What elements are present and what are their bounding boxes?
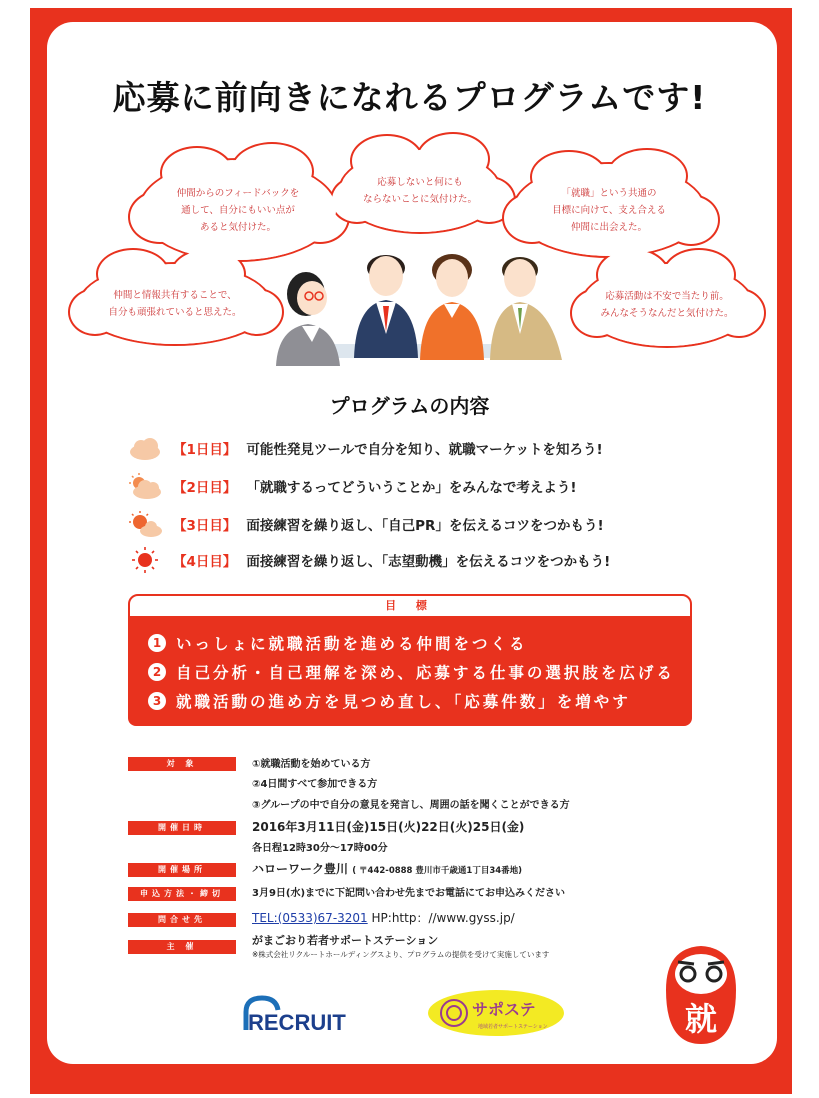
person-woman-glasses: [276, 272, 340, 366]
place-address: ( 〒442-0888 豊川市千歳通1丁目34番地): [352, 866, 523, 876]
sun-with-cloud-icon: [125, 510, 165, 538]
cloud-text-5: 応募活動は不安で当たり前。 みんなそうなんだと気付けた。: [600, 291, 734, 319]
person-man-beige: [490, 257, 562, 360]
cloud-text-2: 応募しないと何にも ならないことに気付けた。: [362, 177, 477, 205]
goal-number-badge: 3: [148, 692, 166, 710]
recruit-logo: [240, 990, 400, 1036]
day-3-label: 【3日目】: [173, 518, 237, 534]
sun-behind-cloud-icon: [125, 472, 165, 500]
day-4-label: 【4日目】: [173, 554, 237, 570]
cloud-icon: [125, 434, 165, 462]
group-illustration: [262, 238, 582, 366]
goals-box: [128, 618, 692, 726]
host-note: ※株式会社リクルートホールディングスより、プログラムの提供を受けて実施しています: [252, 950, 550, 959]
goal-text: 自己分析・自己理解を深め、応募する仕事の選択肢を広げる: [176, 663, 675, 682]
day-3-desc: 面接練習を繰り返し、「自己PR」を伝えるコツをつかもう!: [246, 518, 604, 534]
comment-cloud-5: [580, 262, 754, 348]
day-2-label: 【2日目】: [173, 480, 237, 496]
contact-line: [252, 909, 515, 926]
apply-text: 3月9日(水)までに下記問い合わせ先までお電話にてお申込みください: [252, 888, 566, 899]
date-tag: 開催日時: [128, 821, 236, 835]
recruit-logo-text: RECRUIT: [248, 1010, 346, 1035]
mascot-character: 就: [684, 1000, 718, 1038]
host-name: がまごおり若者サポートステーション: [252, 934, 439, 947]
day-1-label: 【1日目】: [173, 442, 237, 458]
goal-item: [148, 657, 692, 686]
place-tag: 開催場所: [128, 863, 236, 877]
tel-link[interactable]: TEL:(0533)67-3201: [252, 911, 368, 925]
goal-number-badge: 1: [148, 634, 166, 652]
goal-item: [148, 628, 692, 657]
goal-number-badge: 2: [148, 663, 166, 681]
program-day-3: [125, 510, 705, 538]
goal-text: いっしょに就職活動を進める仲間をつくる: [176, 634, 528, 653]
cloud-text-3: 「就職」という共通の 目標に向けて、支え合える 仲間に出会えた。: [552, 187, 666, 233]
goal-item: [148, 686, 692, 715]
target-line-2: ②4日間すべて参加できる方: [252, 779, 378, 790]
hp-url[interactable]: HP:http：//www.gyss.jp/: [371, 911, 515, 925]
daruma-mascot: [664, 944, 738, 1046]
person-man-suit: [354, 255, 418, 358]
target-line-3: ③グループの中で自分の意見を発言し、周囲の話を聞くことができる方: [252, 800, 570, 811]
goals-heading: 目 標: [128, 594, 692, 618]
day-1-desc: 可能性発見ツールで自分を知り、就職マーケットを知ろう!: [246, 442, 603, 458]
comment-cloud-4: [78, 262, 272, 346]
place-name: ハローワーク豊川: [252, 862, 349, 876]
date-main: 2016年3月11日(金)15日(火)22日(火)25日(金): [252, 820, 525, 834]
program-heading: プログラムの内容: [329, 394, 490, 418]
program-day-2: [125, 472, 705, 500]
saposute-logo-subtext: 地域若者サポートステーション: [478, 1024, 548, 1030]
host-tag: 主 催: [128, 940, 236, 954]
saposute-logo-text: サポステ: [472, 1000, 536, 1019]
target-tag: 対 象: [128, 757, 236, 771]
person-woman-orange: [420, 254, 484, 360]
place-main: [252, 860, 522, 877]
target-line-1: ①就職活動を始めている方: [252, 759, 371, 770]
goal-text: 就職活動の進め方を見つめ直し、「応募件数」を増やす: [176, 692, 631, 711]
program-day-4: [125, 546, 705, 574]
day-2-desc: 「就職するってどういうことか」をみんなで考えよう!: [246, 480, 577, 496]
contact-tag: 問合せ先: [128, 913, 236, 927]
program-day-1: [125, 434, 705, 462]
apply-tag: 申込方法・締切: [128, 887, 236, 901]
date-sub: 各日程12時30分～17時00分: [252, 843, 388, 854]
page-title: 応募に前向きになれるプログラムです!: [112, 78, 707, 117]
saposute-logo: [426, 988, 566, 1038]
comment-cloud-2: [338, 148, 502, 234]
cloud-text-4: 仲間と情報共有することで、 自分も頑張れていると思えた。: [108, 290, 242, 318]
cloud-text-1: 仲間からのフィードバックを 通して、自分にもいい点が あると気付けた。: [176, 187, 300, 233]
day-4-desc: 面接練習を繰り返し、「志望動機」を伝えるコツをつかもう!: [246, 554, 611, 570]
sun-icon: [125, 546, 165, 574]
